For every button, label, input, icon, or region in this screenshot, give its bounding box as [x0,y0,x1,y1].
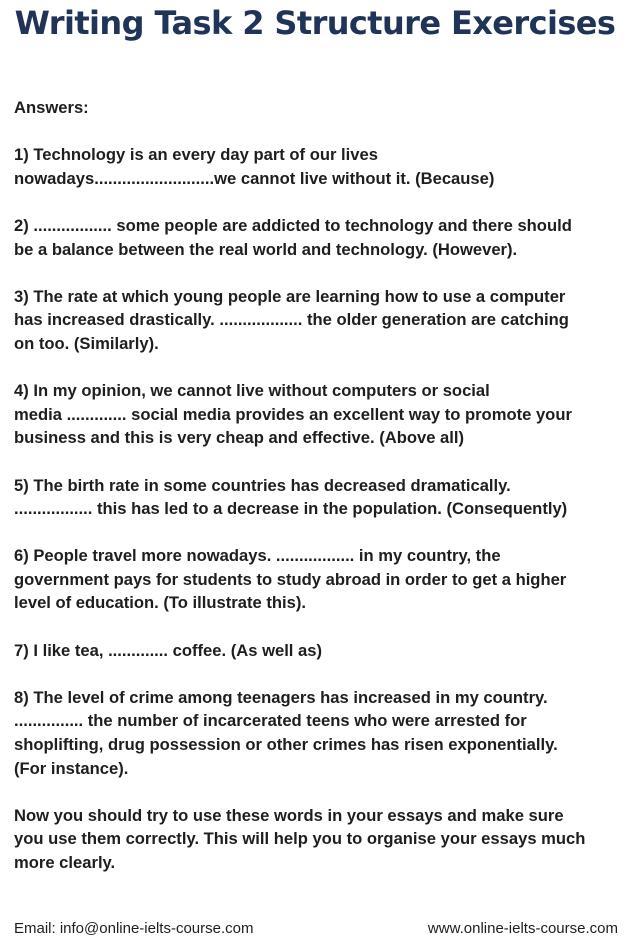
footer-website: www.online-ielts-course.com [427,920,618,937]
answer-line: be a balance between the real world and technology. (However). [14,239,518,259]
answer-line: (For instance). [14,758,129,778]
answer-line: 6) People travel more nowadays. ................. in my country, the [14,546,501,566]
answer-item-5 [14,474,616,521]
answer-line: government pays for students to study abroad in order to get a higher [14,569,567,589]
answers-heading-text: Answers: [14,98,89,117]
answers-heading [14,96,616,120]
answer-line: shoplifting, drug possession or other crimes has risen exponentially. [14,735,558,755]
answer-line: level of education. (To illustrate this). [14,593,306,613]
answer-item-7 [14,639,616,663]
answer-line: nowadays..........................we cannot live without it. (Because) [14,168,495,188]
answer-line: on too. (Similarly). [14,333,159,353]
answer-item-1 [14,143,616,190]
answer-line: 5) The birth rate in some countries has decreased dramatically. [14,475,511,495]
answer-line: media ............. social media provides an excellent way to promote your [14,404,572,424]
answer-item-3 [14,285,616,356]
answer-line: ................. this has led to a decrease in the population. (Consequently) [14,499,568,519]
answer-item-4 [14,379,616,450]
answer-line: 7) I like tea, ............. coffee. (As well as) [14,640,323,660]
answer-item-8 [14,686,616,780]
closing-line: more clearly. [14,853,116,872]
closing-line: you use them correctly. This will help you to organise your essays much [14,829,586,849]
closing-paragraph [14,804,616,875]
answer-line: business and this is very cheap and effective. (Above all) [14,428,465,448]
answer-line: 4) In my opinion, we cannot live without computers or social [14,381,490,401]
answer-line: 1) Technology is an every day part of our lives [14,145,378,165]
answer-line: ............... the number of incarcerated teens who were arrested for [14,711,527,731]
answer-line: 2) ................. some people are addicted to technology and there should [14,215,572,235]
answer-item-2 [14,214,616,261]
answer-line: 8) The level of crime among teenagers has increased in my country. [14,687,548,707]
answer-item-6 [14,544,616,615]
footer-email: Email: info@online-ielts-course.com [14,920,254,937]
closing-line: Now you should try to use these words in your essays and make sure [14,805,564,825]
page-title: Writing Task 2 Structure Exercises [14,4,616,42]
answers-content [14,96,616,898]
answer-line: 3) The rate at which young people are learning how to use a computer [14,286,566,306]
answer-line: has increased drastically. .................. the older generation are catching [14,310,569,330]
